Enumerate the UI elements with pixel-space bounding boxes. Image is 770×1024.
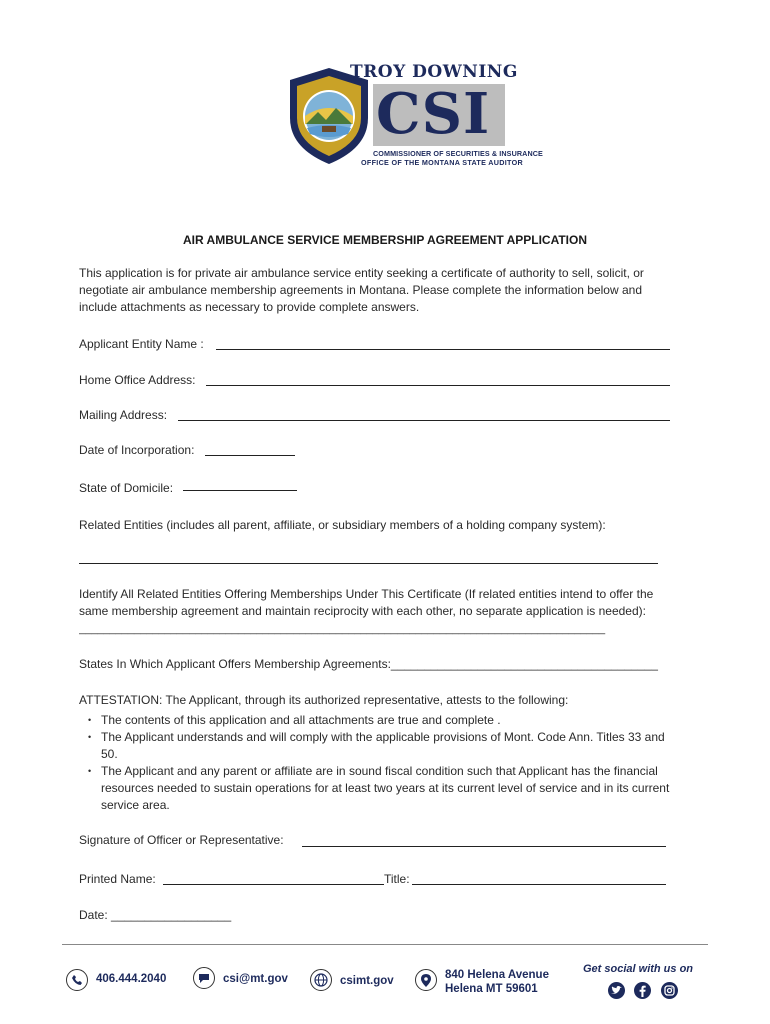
facebook-icon[interactable] [634, 982, 651, 999]
intro-paragraph [79, 265, 699, 316]
identify-field[interactable]: ______________________________________________________________________________________ [79, 623, 606, 635]
globe-icon [310, 969, 332, 991]
footer-address-line-1: 840 Helena Avenue [445, 969, 549, 981]
identify-line-1: Identify All Related Entities Offering Memberships Under This Certificate (If related entities intend to offer the [79, 587, 654, 601]
identify-line-2: same membership agreement and maintain reciprocity with each other, no separate application is needed): [79, 604, 646, 618]
footer-email[interactable]: csi@mt.gov [223, 973, 288, 985]
home-office-label: Home Office Address: [79, 373, 196, 387]
chat-icon [193, 967, 215, 989]
attestation-item: • The Applicant understands and will comply with the applicable provisions of Mont. Code Ann. Titles 33 and 50. [88, 729, 688, 763]
twitter-icon[interactable] [608, 982, 625, 999]
footer-divider [62, 944, 708, 945]
location-pin-icon [415, 969, 437, 991]
footer-website[interactable]: csimt.gov [340, 975, 394, 987]
domicile-label: State of Domicile: [79, 481, 174, 495]
printed-name-field[interactable] [163, 884, 384, 885]
logo-mark: CSI [376, 81, 491, 147]
domicile-field[interactable] [183, 490, 297, 491]
title-field[interactable] [412, 884, 666, 885]
entity-name-field[interactable] [216, 349, 670, 350]
related-entities-label: Related Entities (includes all parent, affiliate, or subsidiary members of a holding company system): [79, 518, 606, 532]
page-title: AIR AMBULANCE SERVICE MEMBERSHIP AGREEMENT APPLICATION [182, 233, 588, 247]
logo-name: TROY DOWNING [350, 62, 518, 82]
home-office-field[interactable] [206, 385, 670, 386]
incorporation-label: Date of Incorporation: [79, 443, 195, 457]
footer-phone[interactable]: 406.444.2040 [96, 973, 167, 985]
entity-name-label: Applicant Entity Name : [79, 337, 204, 351]
printed-name-label: Printed Name: [79, 872, 156, 886]
attestation-heading: ATTESTATION: The Applicant, through its authorized representative, attests to the following: [79, 693, 569, 707]
intro-line-1: This application is for private air ambulance service entity seeking a certificate of authority to sell, solicit, or [79, 266, 644, 280]
states-label[interactable]: States In Which Applicant Offers Membership Agreements:________________________________________ [79, 657, 658, 671]
related-entities-field[interactable] [79, 563, 658, 564]
attestation-list [88, 712, 688, 814]
mailing-address-field[interactable] [178, 420, 670, 421]
instagram-icon[interactable] [661, 982, 678, 999]
signature-field[interactable] [302, 846, 666, 847]
attestation-item: • The contents of this application and all attachments are true and complete . [88, 712, 688, 729]
identify-paragraph [79, 586, 699, 620]
logo-subtitle-1: COMMISSIONER OF SECURITIES & INSURANCE [373, 149, 543, 158]
footer-address-line-2: Helena MT 59601 [445, 983, 538, 995]
mailing-address-label: Mailing Address: [79, 408, 168, 422]
phone-icon [66, 969, 88, 991]
footer-address [445, 968, 549, 996]
date-field[interactable]: Date: __________________ [79, 908, 232, 922]
signature-label: Signature of Officer or Representative: [79, 833, 284, 847]
logo-subtitle-2: OFFICE OF THE MONTANA STATE AUDITOR [361, 158, 523, 167]
social-label: Get social with us on [583, 963, 694, 975]
intro-line-2: negotiate air ambulance membership agreements in Montana. Please complete the information below and [79, 283, 642, 297]
attestation-item: • The Applicant and any parent or affiliate are in sound fiscal condition such that Applicant has the financial resources needed to sustain operations for at least two years at its current level of service and in its current service area. [88, 763, 688, 814]
incorporation-field[interactable] [205, 455, 295, 456]
title-label: Title: [384, 872, 410, 886]
intro-line-3: include attachments as necessary to provide complete answers. [79, 300, 420, 314]
